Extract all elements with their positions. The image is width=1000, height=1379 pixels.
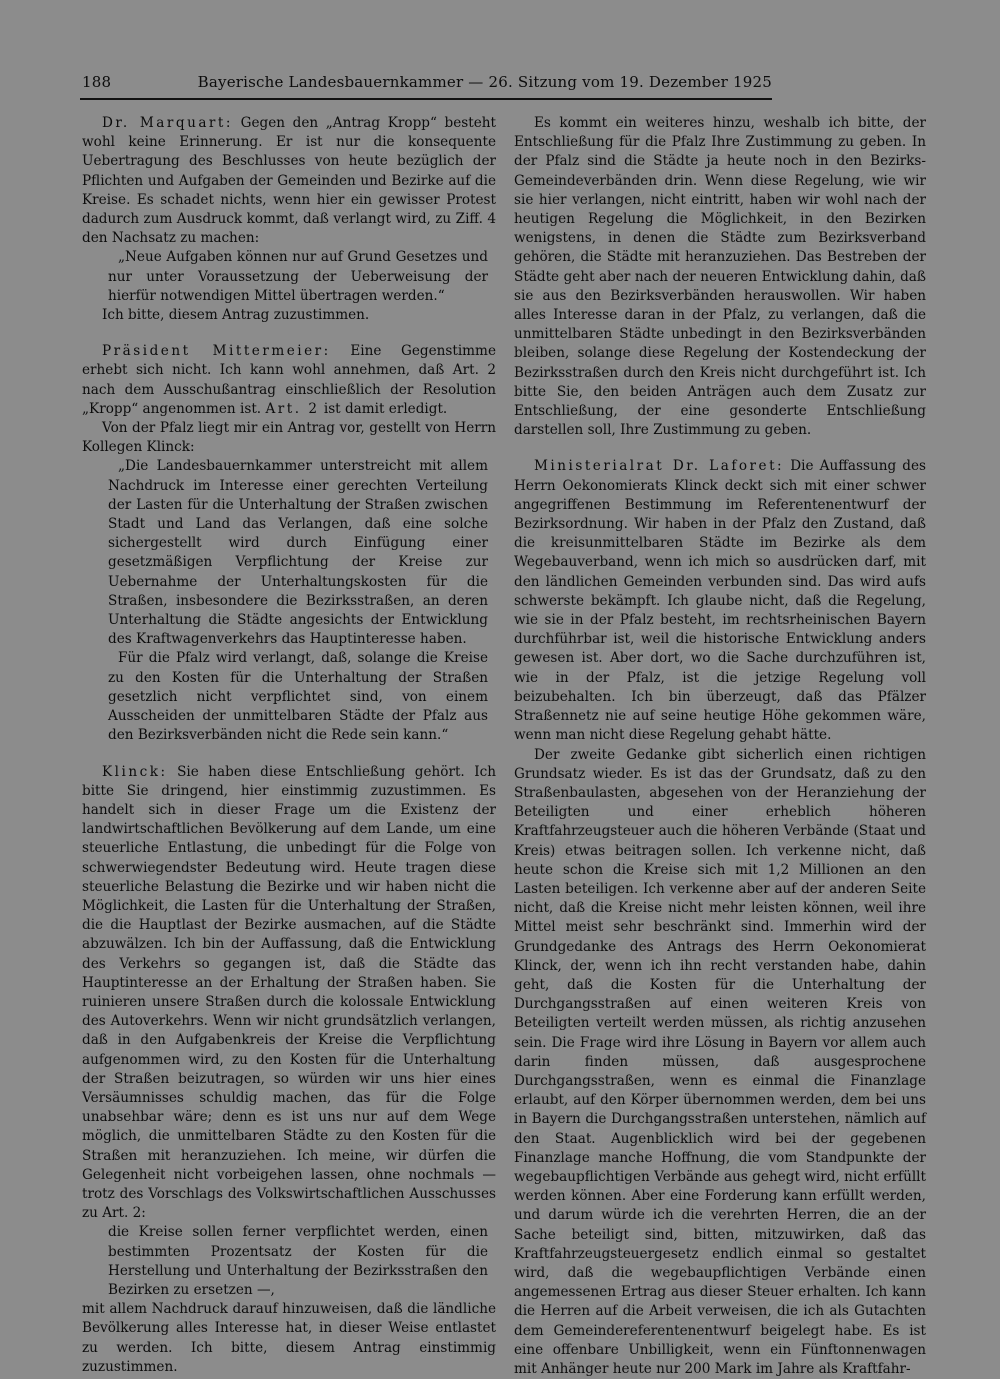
speaker-name: Präsident Mittermeier: [102,343,331,359]
paragraph-text: ist damit erledigt. [324,401,447,417]
paragraph-text: Gegen den „Antrag Kropp“ besteht wohl keine Erinnerung. Er ist nur die konsequente Uebertragung des Beschlusses von heute bezüglich der Pflichten und Aufgaben der Gemeinden und Bezirke auf die Kreise. Es schadet nichts, wenn hier ein gewisser Protest dadurch zum Ausdruck kommt, daß verlangt wird, zu Ziff. 4 den Nachsatz zu machen: [82,115,496,246]
paragraph-president [82,342,496,419]
paragraph-marquart [82,114,496,248]
right-column [514,114,926,1379]
paragraph-continuation: Es kommt ein weiteres hinzu, weshalb ich bitte, der Entschließung für die Pfalz Ihre Zustimmung zu geben. In der Pfalz sind die Städte ja heute noch in den Bezirks-Gemeindeverbänden drin. Wenn diese Regelung, wie wir sie hier verlangen, nicht eintritt, haben wir wohl nach der heutigen Regelung die Möglichkeit, in den Bezirken wenigstens, in denen die Städte zum Bezirksverband gehören, die Städte mit heranzuziehen. Das Bestreben der Städte geht aber nach der neueren Entwicklung dahin, daß sie aus den Bezirksverbänden herauswollen. Wir haben alles Interesse daran in der Pfalz, zu verlangen, daß die unmittelbaren Städte unbedingt in den Bezirksverbänden bleiben, solange diese Regelung der Kostendeckung der Bezirksstraßen durch den Kreis nicht durchgeführt ist. Ich bitte Sie, den beiden Anträgen auch dem Zusatz zur Entschließung, der eine gesonderte Entschließung darstellen soll, Ihre Zustimmung zu geben. [514,114,926,440]
paragraph-second-idea: Der zweite Gedanke gibt sicherlich einen richtigen Grundsatz wieder. Es ist das der Grundsatz, daß zu den Straßenbaulasten, abgesehen von der Heranziehung der Beteiligten und einer erheblich höheren Kraftfahrzeugsteuer auch die höheren Verbände (Staat und Kreis) etwas beitragen sollen. Ich verkenne nicht, daß heute schon die Kreise sich mit 1,2 Millionen an den Lasten beteiligen. Ich verkenne aber auf der anderen Seite nicht, daß die Kreise nicht mehr leisten können, weil ihre Mittel meist sehr beschränkt sind. Immerhin wird der Grundgedanke des Antrags des Herrn Oekonomierat Klinck, der, wenn ich ihn recht verstanden habe, dahin geht, daß die Kosten für die Unterhaltung der Durchgangsstraßen auf einen weiteren Kreis von Beteiligten verteilt werden müssen, als richtig anzusehen sein. Die Frage wird ihre Lösung in Bayern vor allem auch darin finden müssen, daß ausgesprochene Durchgangsstraßen, wenn es einmal die Finanzlage erlaubt, auf den Körper übernommen werden, dem bei uns in Bayern die Durchgangsstraßen unterstehen, nämlich auf den Staat. Augenblicklich wird bei der gegebenen Finanzlage manche Hoffnung, die vom Standpunkte der wegebaupflichtigen Verbände aus gehegt wird, nicht erfüllt werden können. Aber eine Forderung kann erfüllt werden, und darum würde ich die verehrten Herren, die an der Sache beteiligt sind, bitten, mitzuwirken, daß das Kraftfahrzeugsteuergesetz endlich einmal so gestaltet wird, daß die wegebaupflichtigen Verbände einen angemessenen Ertrag aus dieser Steuer erhalten. Ich kann die Herren auf die Arbeit verweisen, die ich als Gutachten dem Gemeindereferentenentwurf beigelegt habe. Es ist eine offenbare Unbilligkeit, wenn ein Fünftonnenwagen mit Anhänger heute nur 200 Mark im Jahre als Kraftfahr- [514,746,926,1379]
paragraph-laforet [514,457,926,745]
page-number: 188 [82,73,111,91]
paragraph-klinck [82,763,496,1224]
article-reference: Art. 2 [265,401,319,417]
paragraph-request: Ich bitte, diesem Antrag zuzustimmen. [82,306,496,325]
running-title: Bayerische Landesbauernkammer — 26. Sitzung vom 19. Dezember 1925 [198,73,772,91]
paragraph-conclusion: mit allem Nachdruck darauf hinzuweisen, daß die ländliche Bevölkerung alles Interesse hat, in dieser Weise entlastet zu werden. Ich bitte, diesem Antrag einstimmig zuzustimmen. [82,1300,496,1377]
header-rule [80,98,772,100]
paragraph-text: Die Auffassung des Herrn Oekonomierats Klinck deckt sich mit einer schwer angegriffenen Bestimmung im Referentenentwurf der Bezirksordnung. Wir haben in der Pfalz den Zustand, daß die kreisunmittelbaren Städte im Bezirke als dem Wegebauverband, wenn ich mich so ausdrücken darf, mit den ländlichen Gemeinden verbunden sind. Das wird aufs schwerste bekämpft. Ich glaube nicht, daß die Regelung, wie sie in der Pfalz besteht, im rechtsrheinischen Bayern durchführbar ist, weil die historische Entwicklung anders gewesen ist. Aber dort, wo die Sache durchzuführen ist, wie in der Pfalz, ist die jetzige Regelung voll beizubehalten. Ich bin überzeugt, daß das Pfälzer Straßennetz nie auf seine heutige Höhe gekommen wäre, wenn man nicht diese Regelung gehabt hätte. [514,458,926,743]
left-column [82,114,496,1377]
quoted-amendment: „Neue Aufgaben können nur auf Grund Gesetzes und nur unter Voraussetzung der Ueberweisung der hierfür notwendigen Mittel übertragen werden.“ [108,248,488,306]
paragraph-text: Eine Gegenstimme erhebt sich nicht. Ich kann wohl annehmen, daß Art. 2 nach dem Ausschußantrag einschließlich der Resolution „Kropp“ angenommen ist. [82,343,496,417]
paragraph-motion-intro: Von der Pfalz liegt mir ein Antrag vor, gestellt von Herrn Kollegen Klinck: [82,419,496,457]
motion-quote-1: „Die Landesbauernkammer unterstreicht mit allem Nachdruck im Interesse einer gerechten Verteilung der Lasten für die Unterhaltung der Straßen zwischen Stadt und Land das Verlangen, daß eine solche sichergestellt wird durch Einfügung einer gesetzmäßigen Verpflichtung der Kreise zur Uebernahme der Unterhaltungskosten für die Straßen, insbesondere die Bezirksstraßen, an deren Unterhaltung die Städte angesichts der Entwicklung des Kraftwagenverkehrs das Hauptinteresse haben. [108,457,488,649]
speaker-name: Ministerialrat Dr. Laforet: [534,458,784,474]
speaker-name: Dr. Marquart: [102,115,233,131]
committee-proposal-quote: die Kreise sollen ferner verpflichtet werden, einen bestimmten Prozentsatz der Kosten für die Herstellung und Unterhaltung der Bezirksstraßen den Bezirken zu ersetzen —, [108,1223,488,1300]
running-header [82,73,772,95]
motion-quote-2: Für die Pfalz wird verlangt, daß, solange die Kreise zu den Kosten für die Unterhaltung der Straßen gesetzlich nicht verpflichtet sind, von einem Ausscheiden der unmittelbaren Städte der Pfalz aus den Bezirksverbänden nicht die Rede sein kann.“ [108,649,488,745]
paragraph-text: Sie haben diese Entschließung gehört. Ich bitte Sie dringend, hier einstimmig zuzustimmen. Es handelt sich in dieser Frage um die Existenz der landwirtschaftlichen Bevölkerung auf dem Lande, um eine steuerliche Entlastung, die unbedingt für die Folge von schwerwiegendster Bedeutung wird. Heute tragen diese steuerliche Belastung die Bezirke und wir haben nicht die Möglichkeit, die Lasten für die Unterhaltung der Straßen, die die Hauptlast der Bezirke ausmachen, auf die Städte abzuwälzen. Ich bin der Auffassung, daß die Entwicklung des Verkehrs so gegangen ist, daß die Städte das Hauptinteresse an der Erhaltung der Straßen haben. Sie ruinieren unsere Straßen durch die kolossale Entwicklung des Autoverkehrs. Wenn wir nicht grundsätzlich verlangen, daß in den Aufgabenkreis der Kreise die Verpflichtung aufgenommen wird, zu den Kosten für die Unterhaltung der Straßen beizutragen, so würden wir uns hier eines Versäumnisses schuldig machen, das für die Folge unabsehbar wäre; denn es ist uns nur auf dem Wege möglich, die unmittelbaren Städte zu den Kosten für die Straßen mit heranzuziehen. Ich meine, wir dürfen die Gelegenheit nicht vorbeigehen lassen, ohne nochmals — trotz des Vorschlags des Volkswirtschaftlichen Ausschusses zu Art. 2: [82,764,496,1222]
speaker-name: Klinck: [102,764,168,780]
